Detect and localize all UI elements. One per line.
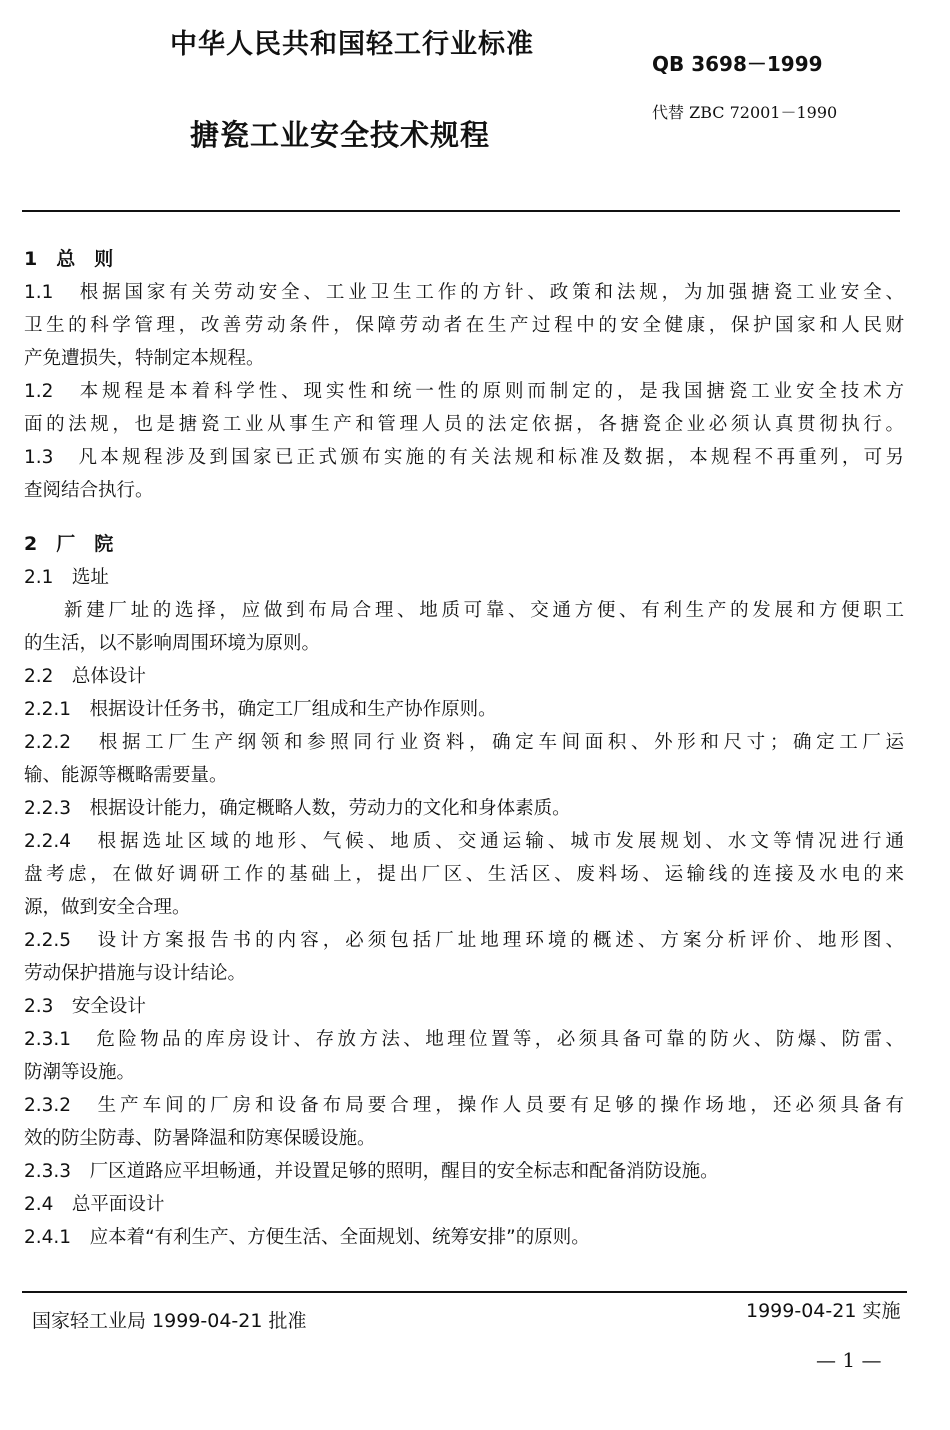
- text-line: 新建厂址的选择，应做到布局合理、地质可靠、交通方便、有利生产的发展和方便职工: [64, 600, 904, 621]
- effective-date: 1999-04-21 实施: [746, 1300, 901, 1322]
- text-line: 2.4 总平面设计: [24, 1194, 165, 1215]
- page-title: 搪瓷工业安全技术规程: [190, 118, 491, 152]
- text-line: 产免遭损失，特制定本规程。: [24, 348, 265, 369]
- replaced-standard: 代替 ZBC 72001－1990: [652, 103, 838, 122]
- text-line: 2.2.1 根据设计任务书，确定工厂组成和生产协作原则。: [24, 699, 497, 720]
- text-line: 卫生的科学管理，改善劳动条件，保障劳动者在生产过程中的安全健康，保护国家和人民财: [24, 315, 904, 336]
- footer-divider: [22, 1291, 907, 1293]
- text-line: 效的防尘防毒、防暑降温和防寒保暖设施。: [24, 1128, 376, 1149]
- text-line: 盘考虑，在做好调研工作的基础上，提出厂区、生活区、废料场、运输线的连接及水电的来: [24, 864, 904, 885]
- document-body: [24, 243, 904, 1254]
- text-line: 2.2.4 根据选址区域的地形、气候、地质、交通运输、城市发展规划、水文等情况进行通: [24, 831, 904, 852]
- text-line: 防潮等设施。: [24, 1062, 136, 1083]
- text-line: 2.3.1 危险物品的库房设计、存放方法、地理位置等，必须具备可靠的防火、防爆、防雷、: [24, 1029, 904, 1050]
- text-line: 劳动保护措施与设计结论。: [24, 963, 247, 984]
- text-line: 2.3.2 生产车间的厂房和设备布局要合理，操作人员要有足够的操作场地，还必须具备有: [24, 1095, 904, 1116]
- paragraph-gap: [24, 507, 904, 528]
- section-heading: 1 总 则: [24, 248, 114, 270]
- text-line: 2.2.3 根据设计能力，确定概略人数，劳动力的文化和身体素质。: [24, 798, 571, 819]
- text-line: 1.1 根据国家有关劳动安全、工业卫生工作的方针、政策和法规，为加强搪瓷工业安全、: [24, 282, 904, 303]
- text-line: 1.3 凡本规程涉及到国家已正式颁布实施的有关法规和标准及数据，本规程不再重列，可另: [24, 447, 904, 468]
- text-line: 2.2.5 设计方案报告书的内容，必须包括厂址地理环境的概述、方案分析评价、地形图、: [24, 930, 904, 951]
- section-heading: 2 厂 院: [24, 533, 114, 555]
- text-line: 2.4.1 应本着“有利生产、方便生活、全面规划、统筹安排”的原则。: [24, 1227, 590, 1248]
- page-number: — 1 —: [816, 1348, 882, 1372]
- standard-code: QB 3698－1999: [652, 52, 823, 76]
- text-line: 查阅结合执行。: [24, 480, 154, 501]
- text-line: 2.3.3 厂区道路应平坦畅通，并设置足够的照明，醒目的安全标志和配备消防设施。: [24, 1161, 719, 1182]
- text-line: 1.2 本规程是本着科学性、现实性和统一性的原则而制定的，是我国搪瓷工业安全技术方: [24, 381, 904, 402]
- header-divider: [22, 210, 900, 212]
- standard-category: 中华人民共和国轻工行业标准: [170, 29, 534, 60]
- text-line: 2.2 总体设计: [24, 666, 146, 687]
- approval-date: 国家轻工业局 1999-04-21 批准: [32, 1310, 307, 1332]
- text-line: 2.2.2 根据工厂生产纲领和参照同行业资料，确定车间面积、外形和尺寸；确定工厂运: [24, 732, 904, 753]
- text-line: 2.1 选址: [24, 567, 109, 588]
- text-line: 的生活，以不影响周围环境为原则。: [24, 633, 321, 654]
- text-line: 面的法规，也是搪瓷工业从事生产和管理人员的法定依据，各搪瓷企业必须认真贯彻执行。: [24, 414, 904, 435]
- text-line: 输、能源等概略需要量。: [24, 765, 228, 786]
- text-line: 2.3 安全设计: [24, 996, 146, 1017]
- text-line: 源，做到安全合理。: [24, 897, 191, 918]
